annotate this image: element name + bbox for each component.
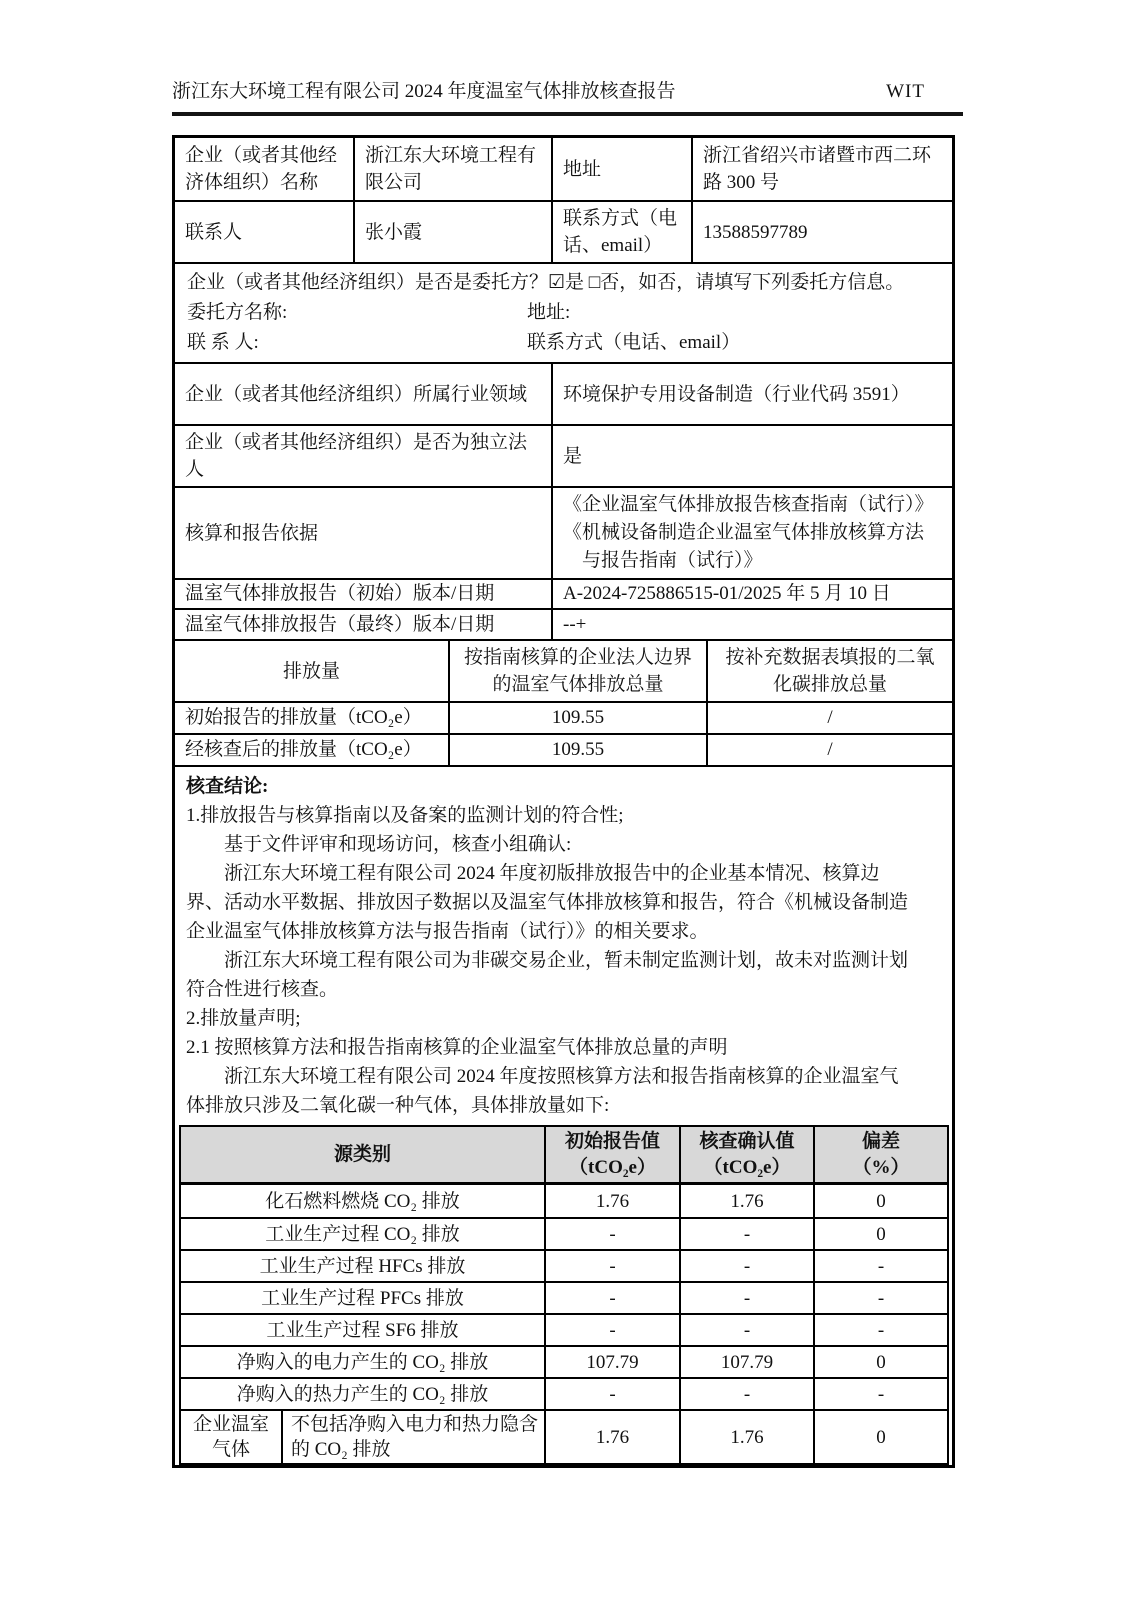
conclusion-line: 1.排放报告与核算指南以及备案的监测计划的符合性; (186, 805, 624, 826)
final-version-row (175, 608, 952, 639)
contact-value: 张小霞 (353, 202, 551, 262)
client-section (175, 262, 952, 362)
source-category: 工业生产过程 HFCs 排放 (259, 1255, 466, 1277)
initial-value: 107.79 (544, 1347, 679, 1377)
contact-label: 联系人 (185, 221, 243, 243)
client-address-label: 地址: (527, 302, 571, 323)
source-table-header (181, 1127, 947, 1185)
initial-value: - (544, 1219, 679, 1249)
initial-value: - (544, 1283, 679, 1313)
deviation-header: 偏差 （%） (813, 1127, 947, 1182)
deviation-value: - (813, 1379, 947, 1409)
legal-entity-value: 是 (551, 426, 952, 486)
basis-line: 与报告指南（试行）》 (582, 550, 763, 571)
verified-emission-supplement: / (706, 735, 952, 765)
deviation-value: - (813, 1251, 947, 1281)
final-version-label: 温室气体排放报告（最终）版本/日期 (185, 613, 495, 635)
basis-line: 《企业温室气体排放报告核查指南（试行）》 (563, 494, 934, 515)
source-category: 工业生产过程 SF6 排放 (266, 1319, 459, 1341)
supplement-total-header: 按补充数据表填报的二氧化碳排放总量 (706, 641, 952, 701)
verified-value: - (679, 1315, 813, 1345)
initial-value: - (544, 1379, 679, 1409)
emission-summary-header (175, 639, 952, 701)
verified-emission-label: 经核查后的排放量（tCO₂e） (185, 739, 422, 760)
final-version-value: --+ (551, 610, 952, 639)
group-desc: 不包括净购入电力和热力隐含的 CO₂ 排放 (281, 1411, 544, 1463)
group-verified-value: 1.76 (679, 1411, 813, 1463)
source-table-row (181, 1281, 947, 1313)
initial-value: - (544, 1251, 679, 1281)
verified-value: 1.76 (679, 1185, 813, 1217)
report-info-table (172, 135, 955, 1468)
verified-value: 107.79 (679, 1347, 813, 1377)
initial-version-row (175, 578, 952, 608)
group-deviation-value: 0 (813, 1411, 947, 1463)
contact-row (175, 200, 952, 262)
source-table-row (181, 1217, 947, 1249)
deviation-value: - (813, 1315, 947, 1345)
conclusion-section (175, 765, 952, 1465)
source-table-row (181, 1185, 947, 1217)
source-table-row (181, 1345, 947, 1377)
industry-row (175, 362, 952, 424)
industry-label: 企业（或者其他经济组织）所属行业领域 (185, 383, 528, 405)
initial-value: 1.76 (544, 1185, 679, 1217)
conclusion-line: 2.排放量声明; (186, 1008, 301, 1029)
verified-emission-row (175, 733, 952, 765)
source-table-last-row (181, 1409, 947, 1463)
emission-source-table (179, 1125, 949, 1465)
org-name-label: 企业（或者其他经济体组织）名称 (185, 145, 338, 193)
verified-emission-guideline: 109.55 (448, 735, 706, 765)
source-category: 工业生产过程 CO₂ 排放 (265, 1223, 460, 1245)
address-label: 地址 (551, 138, 691, 200)
source-category-header: 源类别 (333, 1143, 391, 1165)
page-header (172, 76, 963, 103)
client-name-label: 委托方名称: (187, 302, 288, 323)
source-table-row (181, 1313, 947, 1345)
initial-emission-guideline: 109.55 (448, 703, 706, 733)
legal-entity-label: 企业（或者其他经济组织）是否为独立法人 (185, 432, 528, 480)
initial-emission-row (175, 701, 952, 733)
verified-value-header: 核查确认值 （tCO₂e） (679, 1127, 813, 1182)
org-name-value: 浙江东大环境工程有限公司 (353, 138, 551, 200)
client-question: 企业（或者其他经济组织）是否是委托方？☑是 □否，如否，请填写下列委托方信息。 (187, 272, 905, 293)
basis-row (175, 486, 952, 578)
conclusion-line: 浙江东大环境工程有限公司 2024 年度初版排放报告中的企业基本情况、核算边 (224, 863, 880, 884)
verified-value: - (679, 1379, 813, 1409)
conclusion-line: 体排放只涉及二氧化碳一种气体，具体排放量如下: (186, 1095, 610, 1116)
header-rule (172, 112, 963, 116)
org-name-row (175, 138, 952, 200)
initial-version-label: 温室气体排放报告（初始）版本/日期 (185, 583, 495, 604)
initial-emission-label: 初始报告的排放量（tCO₂e） (185, 707, 422, 728)
source-category: 净购入的热力产生的 CO₂ 排放 (236, 1383, 489, 1405)
conclusion-body (186, 801, 941, 1120)
emission-col-label: 排放量 (282, 660, 340, 682)
conclusion-line: 浙江东大环境工程有限公司为非碳交易企业，暂未制定监测计划，故未对监测计划 (224, 950, 909, 971)
group-label: 企业温室气体 (192, 1414, 269, 1460)
conclusion-line: 2.1 按照核算方法和报告指南核算的企业温室气体排放总量的声明 (186, 1037, 728, 1058)
initial-value-header: 初始报告值 （tCO₂e） (544, 1127, 679, 1182)
source-category: 净购入的电力产生的 CO₂ 排放 (236, 1351, 489, 1373)
source-category: 工业生产过程 PFCs 排放 (261, 1287, 464, 1309)
conclusion-line: 符合性进行核查。 (186, 979, 339, 1000)
initial-value: - (544, 1315, 679, 1345)
source-table-rows (181, 1185, 947, 1409)
conclusion-line: 浙江东大环境工程有限公司 2024 年度按照核算方法和报告指南核算的企业温室气 (224, 1066, 899, 1087)
wit-logo: WIT (886, 81, 925, 102)
basis-line: 《机械设备制造企业温室气体排放核算方法 (563, 522, 925, 543)
source-category: 化石燃料燃烧 CO₂ 排放 (265, 1190, 460, 1212)
phone-value: 13588597789 (691, 202, 952, 262)
deviation-value: - (813, 1283, 947, 1313)
group-initial-value: 1.76 (544, 1411, 679, 1463)
verified-value: - (679, 1219, 813, 1249)
conclusion-title: 核查结论: (186, 776, 269, 797)
deviation-value: 0 (813, 1185, 947, 1217)
conclusion-line: 企业温室气体排放核算方法与报告指南（试行）》的相关要求。 (186, 921, 709, 942)
legal-entity-row (175, 424, 952, 486)
basis-label: 核算和报告依据 (185, 522, 319, 544)
source-table-row (181, 1377, 947, 1409)
page-title: 浙江东大环境工程有限公司 2024 年度温室气体排放核查报告 (172, 81, 676, 102)
basis-value (551, 488, 952, 578)
verified-value: - (679, 1251, 813, 1281)
verified-value: - (679, 1283, 813, 1313)
address-value: 浙江省绍兴市诸暨市西二环路 300 号 (691, 138, 952, 200)
conclusion-line: 基于文件评审和现场访问，核查小组确认: (224, 834, 572, 855)
deviation-value: 0 (813, 1347, 947, 1377)
initial-emission-supplement: / (706, 703, 952, 733)
source-table-row (181, 1249, 947, 1281)
initial-version-value: A-2024-725886515-01/2025 年 5 月 10 日 (551, 580, 952, 608)
deviation-value: 0 (813, 1219, 947, 1249)
conclusion-text (175, 767, 952, 1122)
phone-label: 联系方式（电话、email） (551, 202, 691, 262)
industry-value: 环境保护专用设备制造（行业代码 3591） (551, 364, 952, 424)
conclusion-line: 界、活动水平数据、排放因子数据以及温室气体排放核算和报告，符合《机械设备制造 (186, 892, 909, 913)
client-contact-label: 联 系 人: (187, 332, 259, 353)
client-phone-label: 联系方式（电话、email） (527, 332, 741, 353)
guideline-total-header: 按指南核算的企业法人边界的温室气体排放总量 (448, 641, 706, 701)
